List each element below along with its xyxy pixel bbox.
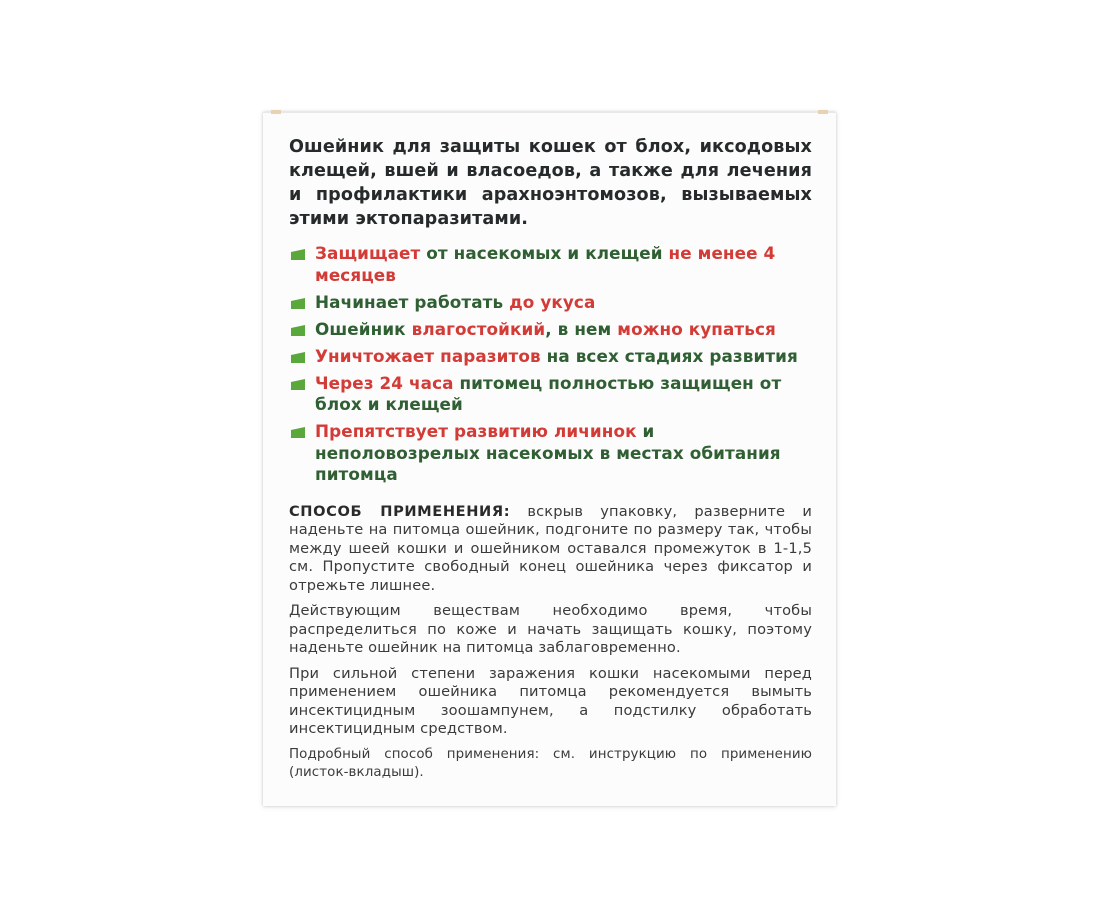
intro-text: Ошейник для защиты кошек от блох, иксодовых клещей, вшей и власоедов, а также для лечения и профилактики арахноэнтомозов, вызываемых этими эктопаразитами. [289,137,812,229]
feature-item [289,421,812,486]
bullet-icon [291,379,305,390]
feature-item [289,292,812,314]
bullet-icon [291,325,305,336]
bullet-icon [291,427,305,438]
feature-segment: и неполовозрелых насекомых в местах обитания питомца [315,421,781,484]
feature-segment: Защищает [315,243,421,263]
box-edge-right [818,110,828,114]
usage-paragraph-3: При сильной степени заражения кошки насекомыми перед применением ошейника питомца рекомендуется вымыть инсектицидным зоошампунем, а подстилку обработать инсектицидным средством. [289,664,812,737]
usage-section [289,503,812,782]
panel-content [289,135,812,789]
feature-item [289,373,812,416]
feature-segment: не менее 4 месяцев [315,243,776,285]
bullet-icon [291,352,305,363]
feature-segment: , в нем [545,318,618,339]
usage-label: СПОСОБ ПРИМЕНЕНИЯ: [289,502,511,520]
feature-item [289,243,812,286]
bullet-icon [291,249,305,260]
usage-note: Подробный способ применения: см. инструкцию по применению (листок-вкладыш). [289,746,812,780]
feature-segment: до укуса [509,291,596,312]
feature-segment: влагостойкий [411,318,546,339]
feature-segment: Ошейник [315,318,412,339]
feature-segment: Через 24 часа [315,372,454,393]
usage-text: вскрыв упаковку, разверните и наденьте на питомца ошейник, подгоните по размеру так, чтобы между шеей кошки и ошейником оставался промежуток в 1-1,5 см. Пропустите свободный конец ошейника через фиксатор и отрежьте лишнее. [289,502,812,594]
feature-segment: Уничтожает паразитов [315,345,541,366]
feature-segment: можно купаться [617,318,776,339]
bullet-icon [291,298,305,309]
feature-segment: от насекомых и клещей [420,243,669,263]
feature-segment: питомец полностью защищен от блох и клещей [315,372,782,414]
feature-segment: на всех стадиях развития [540,345,798,366]
feature-segment: Начинает работать [315,291,510,312]
feature-segment: Препятствует развитию личинок [315,421,637,441]
usage-paragraph-2: Действующим веществам необходимо время, чтобы распределиться по коже и начать защищать кошку, поэтому наденьте ошейник на питомца заблаговременно. [289,602,812,656]
feature-item [289,346,812,368]
feature-list [289,243,812,486]
usage-paragraph-1 [289,503,812,596]
feature-item [289,319,812,341]
box-edge-left [271,110,281,114]
package-panel [263,112,836,806]
